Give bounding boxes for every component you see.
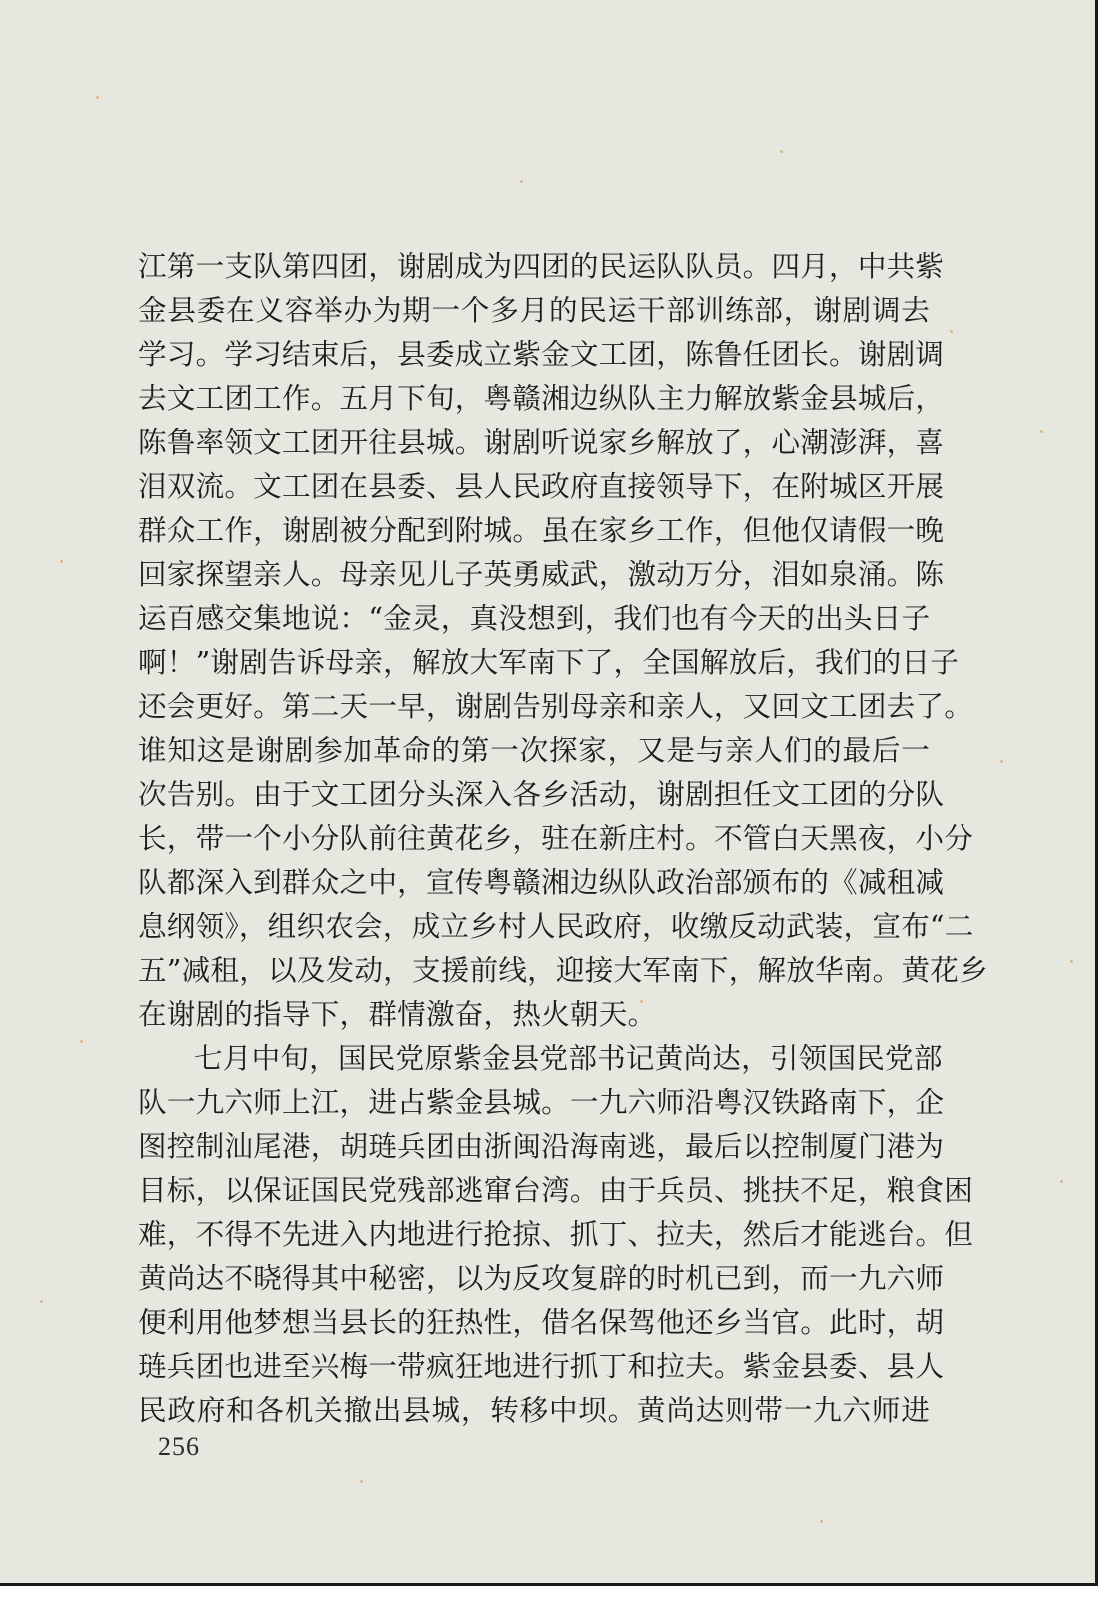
text-line: 去文工团工作。五月下旬，粤赣湘边纵队主力解放紫金县城后， — [138, 381, 945, 415]
paper-fleck — [80, 1040, 83, 1043]
text-line: 便利用他梦想当县长的狂热性，借名保驾他还乡当官。此时，胡 — [138, 1305, 945, 1339]
text-line: 琏兵团也进至兴梅一带疯狂地进行抓丁和拉夫。紫金县委、县人 — [138, 1349, 945, 1383]
paper-fleck — [780, 150, 783, 153]
text-line: 金县委在义容举办为期一个多月的民运干部训练部，谢剧调去 — [138, 293, 930, 327]
paper-fleck — [1000, 760, 1003, 763]
text-line: 啊！”谢剧告诉母亲，解放大军南下了，全国解放后，我们的日子 — [138, 645, 960, 679]
paper-fleck — [1040, 430, 1043, 433]
text-line: 黄尚达不晓得其中秘密，以为反攻复辟的时机已到，而一九六师 — [138, 1261, 945, 1295]
paper-fleck — [360, 1480, 363, 1483]
text-line: 学习。学习结束后，县委成立紫金文工团，陈鲁任团长。谢剧调 — [138, 337, 945, 371]
paper-fleck — [820, 1520, 823, 1523]
text-line: 队都深入到群众之中，宣传粤赣湘边纵队政治部颁布的《减租减 — [138, 865, 945, 899]
text-line: 五”减租，以及发动，支援前线，迎接大军南下，解放华南。黄花乡 — [138, 953, 988, 987]
text-line: 队一九六师上江，进占紫金县城。一九六师沿粤汉铁路南下，企 — [138, 1085, 945, 1119]
paper-fleck — [520, 180, 523, 183]
text-line: 还会更好。第二天一早，谢剧告别母亲和亲人，又回文工团去了。 — [138, 689, 974, 723]
paper-fleck — [1060, 1180, 1063, 1183]
text-line: 目标，以保证国民党残部逃窜台湾。由于兵员、挑扶不足，粮食困 — [138, 1173, 974, 1207]
paragraph — [138, 244, 988, 1036]
paper-fleck — [40, 1300, 43, 1303]
text-line: 次告别。由于文工团分头深入各乡活动，谢剧担任文工团的分队 — [138, 777, 945, 811]
text-line: 谁知这是谢剧参加革命的第一次探家，又是与亲人们的最后一 — [138, 733, 930, 767]
text-line: 群众工作，谢剧被分配到附城。虽在家乡工作，但他仅请假一晚 — [138, 513, 945, 547]
text-line: 回家探望亲人。母亲见儿子英勇威武，激动万分，泪如泉涌。陈 — [138, 557, 945, 591]
paragraph — [138, 1036, 974, 1432]
text-line: 民政府和各机关撤出县城，转移中坝。黄尚达则带一九六师进 — [138, 1393, 930, 1427]
paper-fleck — [950, 330, 953, 333]
text-line: 泪双流。文工团在县委、县人民政府直接领导下，在附城区开展 — [138, 469, 945, 503]
text-line: 陈鲁率领文工团开往县城。谢剧听说家乡解放了，心潮澎湃，喜 — [138, 425, 945, 459]
text-line: 难，不得不先进入内地进行抢掠、抓丁、拉夫，然后才能逃台。但 — [138, 1217, 974, 1251]
text-line: 运百感交集地说：“金灵，真没想到，我们也有今天的出头日子 — [138, 601, 931, 635]
text-line: 七月中旬，国民党原紫金县党部书记黄尚达，引领国民党部 — [194, 1041, 943, 1075]
paper-fleck — [96, 96, 99, 99]
body-text — [138, 244, 988, 1432]
paper-fleck — [1070, 960, 1073, 963]
text-line: 图控制汕尾港，胡琏兵团由浙闽沿海南逃，最后以控制厦门港为 — [138, 1129, 945, 1163]
page-number: 256 — [158, 1432, 200, 1461]
text-line: 长，带一个小分队前往黄花乡，驻在新庄村。不管白天黑夜，小分 — [138, 821, 974, 855]
text-line: 在谢剧的指导下，群情激奋，热火朝天。 — [138, 997, 657, 1031]
text-line: 息纲领》，组织农会，成立乡村人民政府，收缴反动武装，宣布“二 — [138, 909, 974, 943]
paper-fleck — [60, 560, 63, 563]
text-line: 江第一支队第四团，谢剧成为四团的民运队队员。四月，中共紫 — [138, 249, 945, 283]
